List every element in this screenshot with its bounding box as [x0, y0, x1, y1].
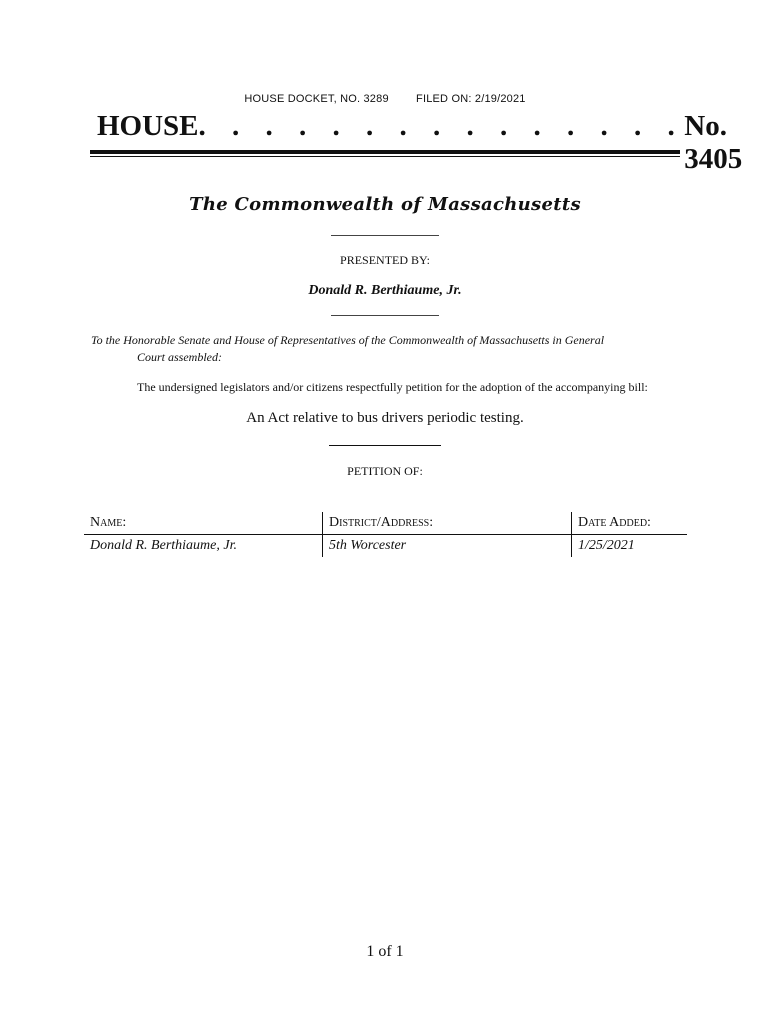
presented-by-label: PRESENTED BY: — [340, 253, 430, 267]
petition-of-label: PETITION OF: — [347, 464, 423, 478]
act-title: An Act relative to bus drivers periodic testing. — [246, 410, 524, 426]
divider-rule — [331, 235, 439, 236]
header-date: Date Added: — [571, 512, 651, 534]
title-rule-thick — [90, 150, 680, 154]
filed-date: FILED ON: 2/19/2021 — [416, 93, 526, 105]
docket-line — [0, 93, 770, 105]
cell-date: 1/25/2021 — [571, 535, 635, 557]
cell-name: Donald R. Berthiaume, Jr. — [90, 538, 237, 553]
header-name: Name: — [90, 515, 127, 530]
commonwealth-heading: The Commonwealth of Massachusetts — [189, 194, 581, 215]
petition-statement: The undersigned legislators and/or citizens respectfully petition for the adoption of the accompanying bill: — [137, 380, 648, 394]
presenter-name: Donald R. Berthiaume, Jr. — [308, 283, 462, 298]
title-rule-thin — [90, 156, 680, 157]
address-salutation — [91, 332, 651, 366]
cell-district: 5th Worcester — [322, 535, 406, 557]
leader-dots: . . . . . . . . . . . . . . . — [198, 110, 685, 142]
divider-rule — [329, 445, 441, 446]
header-district: District/Address: — [322, 512, 433, 534]
bill-number: No. 3405 — [684, 110, 743, 175]
address-line-2: Court assembled: — [137, 350, 222, 364]
house-label: HOUSE — [97, 110, 199, 142]
table-header — [84, 512, 687, 535]
house-title-row — [97, 110, 743, 175]
petitioners-table — [84, 512, 687, 557]
divider-rule — [331, 315, 439, 316]
docket-number: HOUSE DOCKET, NO. 3289 — [244, 93, 389, 105]
address-line-1: To the Honorable Senate and House of Representatives of the Commonwealth of Massachusetts in General — [91, 333, 605, 347]
page-number: 1 of 1 — [366, 943, 404, 960]
table-row — [84, 535, 687, 557]
